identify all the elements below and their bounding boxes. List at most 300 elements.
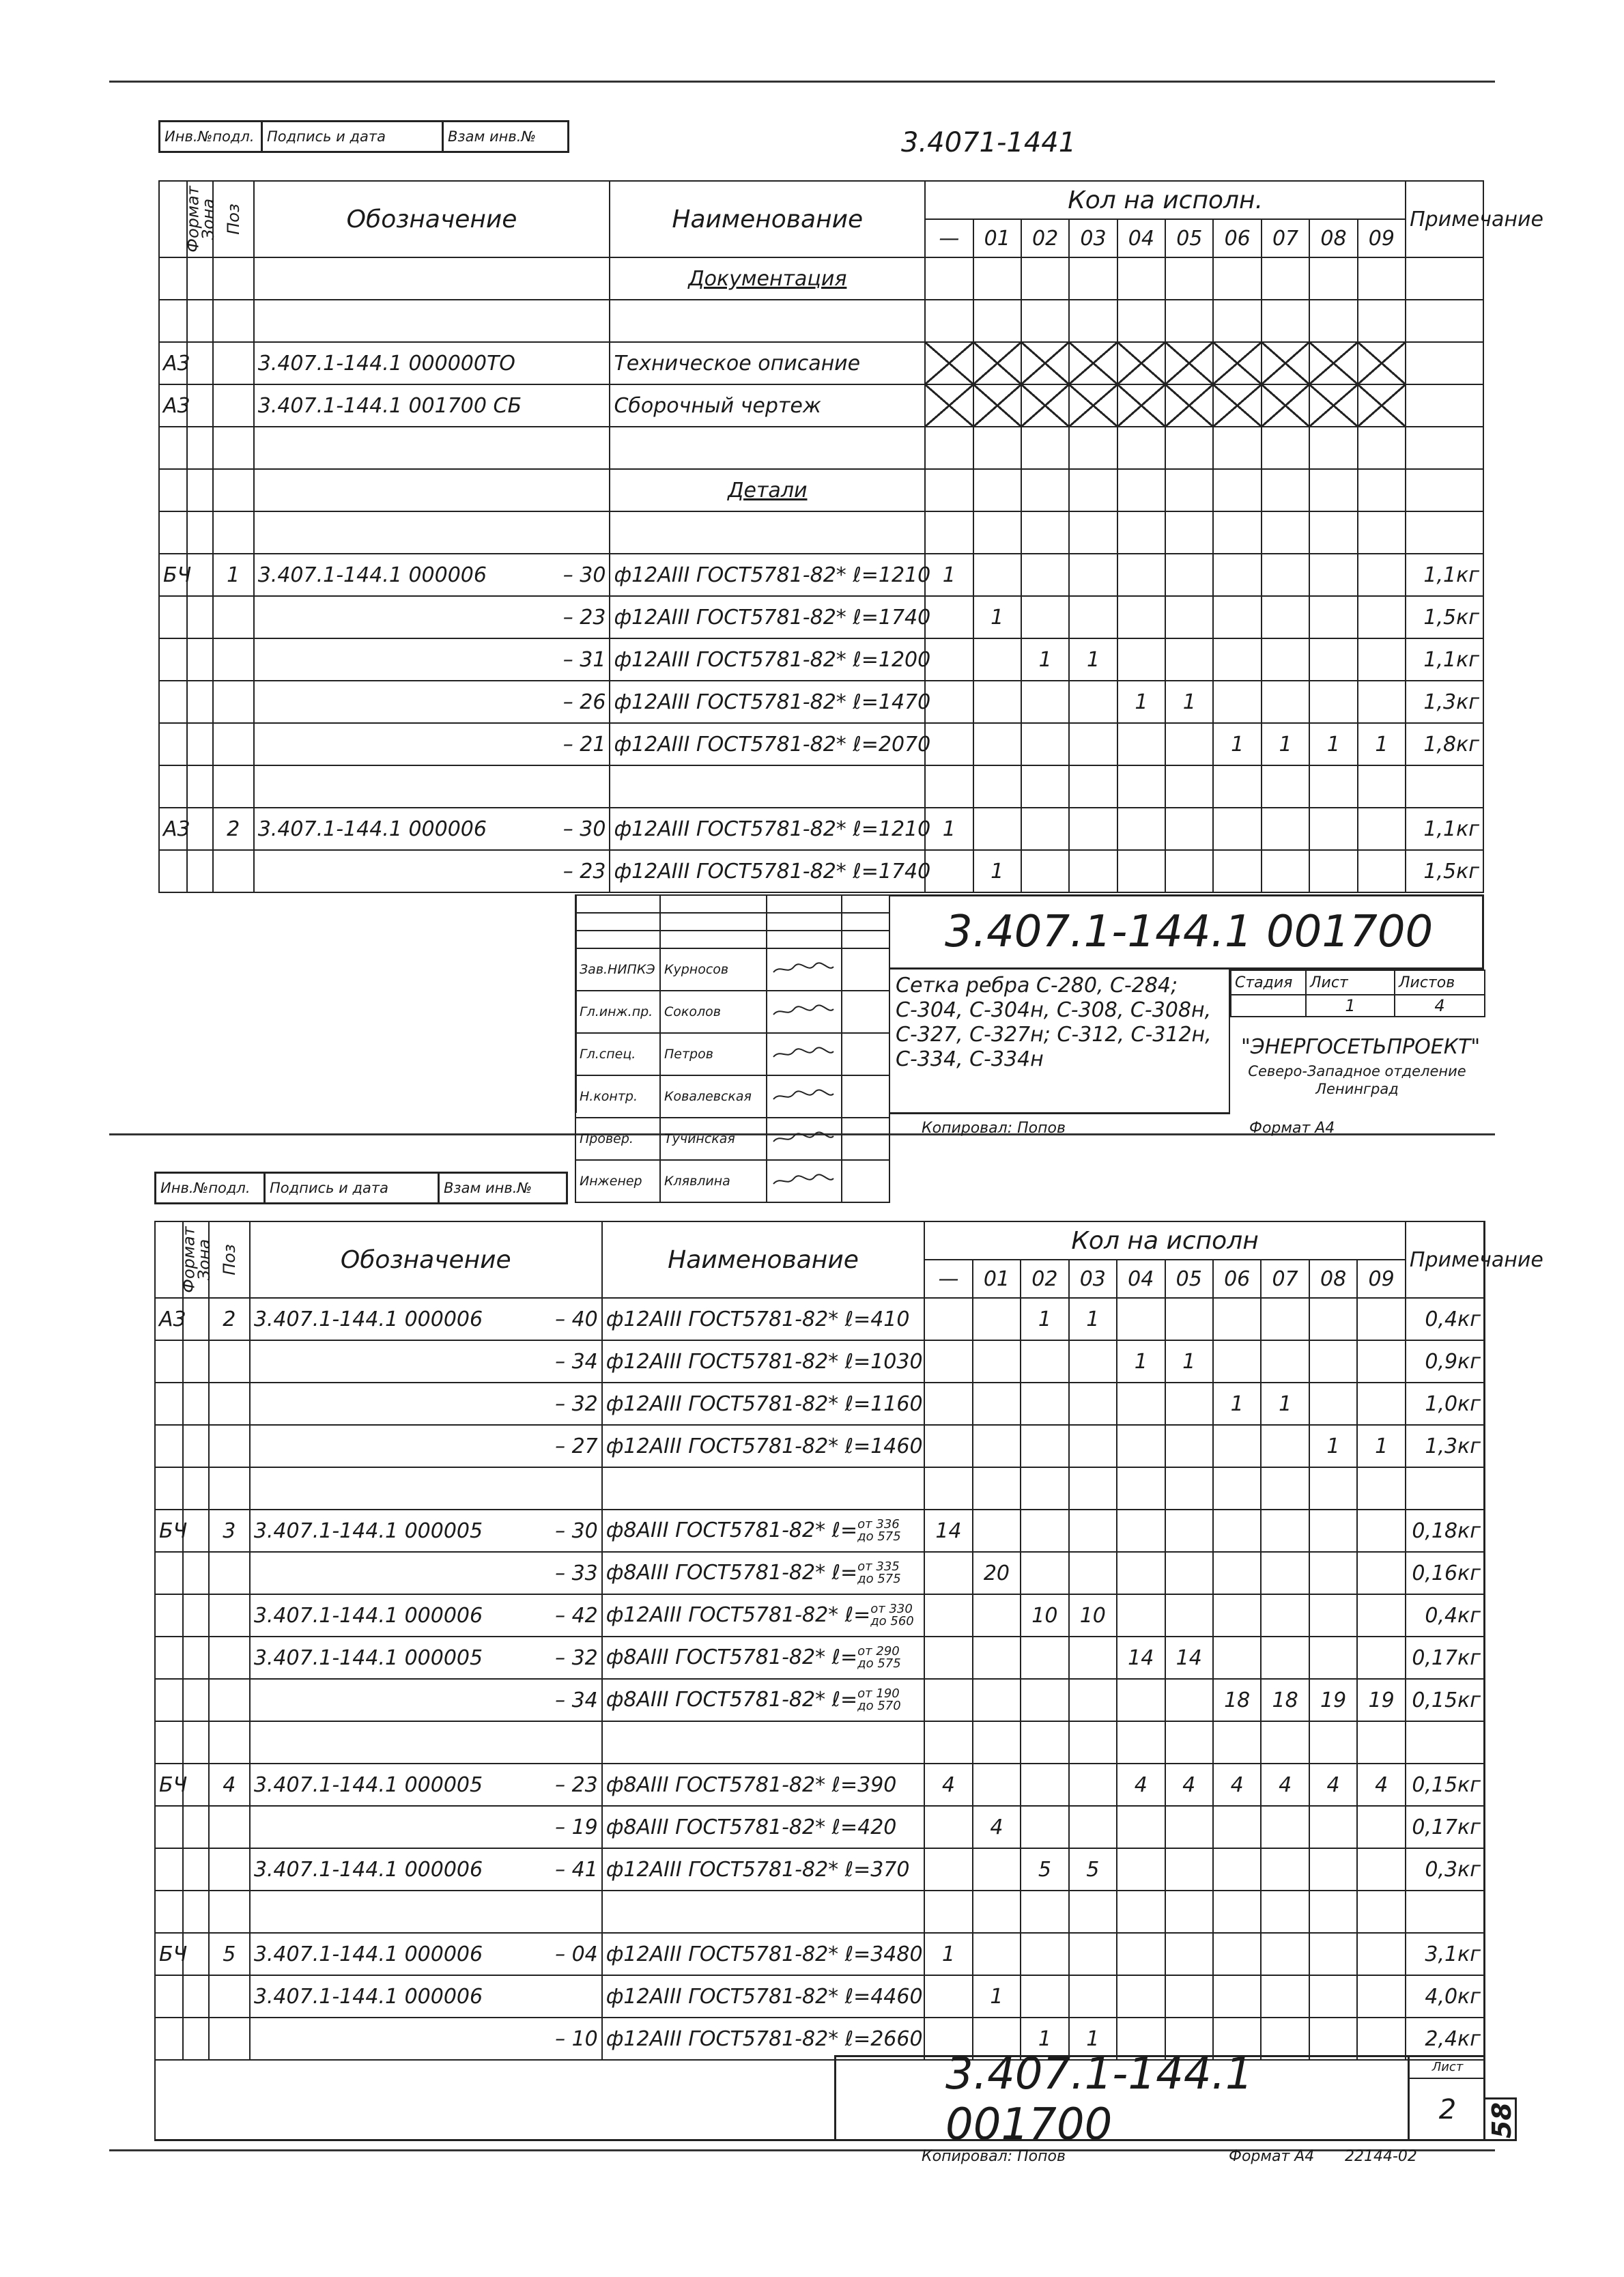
row-note: 0,17кг [1406, 1806, 1485, 1848]
qty-cell [924, 1298, 972, 1340]
qty-cell [1021, 1764, 1068, 1806]
qty-cell [1357, 1848, 1406, 1891]
qty-cell [1117, 1848, 1165, 1891]
sheet1-copied: Копировал: Попов [922, 1120, 1066, 1137]
qty-cell [1069, 1975, 1117, 2018]
designation-suffix: – 31 [562, 647, 606, 672]
doc-designation: 3.407.1-144.1 000000ТО [254, 342, 610, 384]
designation-suffix: – 42 [555, 1603, 598, 1628]
qty-cell [973, 1594, 1021, 1637]
row-note: 1,3кг [1406, 1425, 1485, 1467]
qty-cell [1117, 1425, 1165, 1467]
qty-cell: 4 [1261, 1764, 1309, 1806]
length-range [857, 1561, 901, 1585]
row-zone [183, 1340, 208, 1383]
stamp-sign-date: Подпись и дата [263, 122, 444, 151]
material-text: ф12АIII ГОСТ5781-82* ℓ=1740 [614, 859, 931, 883]
qty-cell [1021, 808, 1069, 850]
row-designation [250, 1383, 602, 1425]
row-zone [183, 1594, 208, 1637]
qty-cell [1213, 1594, 1261, 1637]
qty-cell [1309, 681, 1357, 723]
row-format [155, 1679, 183, 1721]
qty-cell [1117, 1933, 1165, 1975]
qty-cell [1117, 638, 1165, 681]
row-note: 0,15кг [1406, 1679, 1485, 1721]
qty-cell [1309, 1383, 1357, 1425]
row-name [610, 723, 931, 765]
table-row [155, 1340, 1485, 1383]
row-pos [213, 596, 254, 638]
signer-role: Зав.НИПКЭ [575, 948, 660, 991]
qty-cell: 1 [1117, 1340, 1165, 1383]
row-name [602, 1721, 924, 1764]
qty-cell [1261, 1552, 1309, 1594]
qty-cell [924, 1425, 972, 1467]
variant-header: 01 [973, 219, 1021, 257]
designation-code: 3.407.1-144.1 000005 [253, 1518, 483, 1543]
qty-cell [1261, 1848, 1309, 1891]
qty-cell [1213, 1340, 1261, 1383]
material-text: ф12АIII ГОСТ5781-82* ℓ=3480 [606, 1942, 923, 1966]
sheet1-doc-code: 3.407.1-144.1 001700 [945, 907, 1434, 957]
row-designation [254, 850, 610, 892]
stage-value [1231, 995, 1306, 1017]
table-row [155, 1679, 1485, 1721]
qty-cell [1021, 1806, 1068, 1848]
qty-cell [1309, 808, 1357, 850]
row-designation [254, 723, 610, 765]
qty-cell: 1 [1021, 2018, 1068, 2060]
signature-date [842, 1160, 889, 1202]
qty-cell [1021, 1552, 1068, 1594]
qty-cell [1117, 723, 1165, 765]
row-pos [209, 1806, 250, 1848]
stamp-replace-inv: Взам инв.№ [444, 1180, 532, 1196]
qty-cell [1261, 1933, 1309, 1975]
qty-cell [1213, 554, 1261, 596]
material-text: ф8АIII ГОСТ5781-82* ℓ=420 [606, 1815, 897, 1839]
row-name [602, 1340, 924, 1383]
qty-cell [1069, 808, 1117, 850]
qty-cell [1309, 850, 1357, 892]
signer-name: Соколов [660, 991, 767, 1033]
row-format [159, 850, 187, 892]
range-from: от 330 [870, 1602, 913, 1617]
qty-cell [924, 1467, 972, 1510]
qty-cell: 1 [925, 554, 973, 596]
qty-cell [1021, 1510, 1068, 1552]
row-format: БЧ [159, 554, 187, 596]
qty-cell [1261, 1467, 1309, 1510]
range-to: до 560 [870, 1614, 914, 1629]
qty-cell [1021, 1425, 1068, 1467]
designation-code: 3.407.1-144.1 000006 [257, 563, 487, 587]
signature-scribble [771, 1173, 836, 1188]
qty-cell [973, 1764, 1021, 1806]
qty-cell: 1 [973, 1975, 1021, 2018]
qty-cell [1165, 1383, 1213, 1425]
table-row [155, 1933, 1485, 1975]
col-note-header: Примечание [1406, 1221, 1485, 1298]
row-designation [250, 1806, 602, 1848]
qty-cell: 4 [1117, 1764, 1165, 1806]
qty-cell [1117, 1721, 1165, 1764]
qty-cell [1213, 1510, 1261, 1552]
qty-cell [973, 1425, 1021, 1467]
qty-cell [1165, 850, 1213, 892]
range-from: от 190 [857, 1686, 900, 1701]
row-pos: 1 [213, 554, 254, 596]
designation-code: 3.407.1-144.1 000005 [253, 1645, 483, 1670]
row-format [155, 1848, 183, 1891]
qty-cell [1358, 596, 1406, 638]
qty-cell [924, 1383, 972, 1425]
qty-cell [925, 681, 973, 723]
row-name [602, 1510, 924, 1552]
stamp-replace-inv: Взам инв.№ [448, 128, 537, 145]
qty-cell [1213, 808, 1261, 850]
row-designation [250, 1764, 602, 1806]
qty-cell [925, 765, 973, 808]
qty-cell: 1 [1213, 1383, 1261, 1425]
qty-cell [924, 1340, 972, 1383]
qty-cell: 14 [924, 1510, 972, 1552]
qty-cell [925, 723, 973, 765]
sheets-value: 4 [1395, 995, 1485, 1017]
sheet2-stamp-code: 22144-02 [1345, 2148, 1417, 2165]
qty-cell [1213, 1425, 1261, 1467]
row-note: 0,4кг [1406, 1594, 1485, 1637]
range-from: от 335 [857, 1559, 900, 1574]
qty-cell [1213, 681, 1261, 723]
material-text: ф12АIII ГОСТ5781-82* ℓ=370 [606, 1857, 910, 1882]
table-row [159, 681, 1483, 723]
signer-role: Гл.спец. [575, 1033, 660, 1075]
row-zone [183, 1975, 208, 2018]
col-qty-group-header: Кол на исполн [924, 1221, 1406, 1260]
section-documentation-title: Документация [610, 257, 925, 300]
designation-code: 3.407.1-144.1 000006 [253, 1603, 483, 1628]
qty-cell: 19 [1357, 1679, 1406, 1721]
qty-cell [1309, 765, 1357, 808]
row-zone [187, 596, 212, 638]
qty-cell: 1 [1358, 723, 1406, 765]
row-designation [250, 1933, 602, 1975]
qty-cell [1069, 681, 1117, 723]
col-name-header: Наименование [602, 1221, 924, 1298]
row-note: 0,17кг [1406, 1637, 1485, 1679]
qty-cell [1069, 1552, 1117, 1594]
section-parts-title: Детали [610, 469, 925, 511]
material-text: ф12АIII ГОСТ5781-82* ℓ=1460 [606, 1434, 923, 1458]
row-pos [209, 1594, 250, 1637]
qty-cell [1309, 638, 1357, 681]
qty-cell [1357, 1467, 1406, 1510]
qty-cell: 1 [1117, 681, 1165, 723]
material-text: ф12АIII ГОСТ5781-82* ℓ=1030 [606, 1349, 923, 1374]
qty-cell [1165, 808, 1213, 850]
sheet2-sheet-box [1408, 2055, 1485, 2141]
qty-cell [1309, 1975, 1357, 2018]
qty-cell: 19 [1309, 1679, 1357, 1721]
qty-cell [1309, 1552, 1357, 1594]
row-name [610, 638, 931, 681]
qty-cell [1213, 1806, 1261, 1848]
stage-label: Стадия [1231, 970, 1306, 995]
row-note: 1,1кг [1406, 638, 1483, 681]
table-row [155, 1891, 1485, 1933]
qty-cell: 1 [1261, 1383, 1309, 1425]
row-format: БЧ [155, 1933, 183, 1975]
material-text: ф12АIII ГОСТ5781-82* ℓ=1200 [614, 647, 931, 672]
qty-cell [1261, 1298, 1309, 1340]
qty-cell [1213, 596, 1261, 638]
signature-row [575, 991, 889, 1033]
qty-cell: 1 [1357, 1425, 1406, 1467]
row-pos [209, 1425, 250, 1467]
qty-cell [1262, 681, 1309, 723]
qty-cell [1357, 1933, 1406, 1975]
row-zone [187, 850, 212, 892]
qty-cell [1117, 1467, 1165, 1510]
designation-suffix: – 27 [555, 1434, 598, 1458]
designation-suffix: – 34 [555, 1688, 598, 1712]
designation-code: 3.407.1-144.1 000006 [257, 817, 487, 841]
sheets-label: Листов [1395, 970, 1485, 995]
qty-cell [1117, 1594, 1165, 1637]
qty-cell: 5 [1069, 1848, 1117, 1891]
row-format [155, 1975, 183, 2018]
row-format: БЧ [155, 1764, 183, 1806]
row-note [1406, 1721, 1485, 1764]
qty-cell [1165, 1848, 1213, 1891]
row-name [610, 765, 925, 808]
col-format-header: Формат [159, 181, 187, 257]
row-name [610, 681, 931, 723]
row-name [602, 1467, 924, 1510]
signer-role: Н.контр. [575, 1075, 660, 1118]
row-name [602, 1298, 924, 1340]
row-note: 4,0кг [1406, 1975, 1485, 2018]
qty-cell [973, 1637, 1021, 1679]
signature-date [842, 1075, 889, 1118]
variant-header: 06 [1213, 219, 1261, 257]
qty-cell: 1 [1069, 638, 1117, 681]
table-row [159, 723, 1483, 765]
row-name [602, 1975, 924, 2018]
row-zone [183, 1467, 208, 1510]
signer-role: Инженер [575, 1160, 660, 1202]
qty-cell [1213, 1933, 1261, 1975]
sheet1-archive-stamp [158, 120, 569, 153]
variant-header: 01 [973, 1260, 1021, 1298]
qty-cell [1213, 1467, 1261, 1510]
row-note [1406, 1891, 1485, 1933]
row-designation [250, 1552, 602, 1594]
qty-cell [1213, 1637, 1261, 1679]
qty-cell [973, 808, 1021, 850]
qty-cell [1357, 1637, 1406, 1679]
qty-cell [925, 638, 973, 681]
table-row [159, 596, 1483, 638]
row-zone [183, 1848, 208, 1891]
qty-cell [1021, 1975, 1068, 2018]
row-pos: 3 [209, 1510, 250, 1552]
designation-code: 3.407.1-144.1 000005 [253, 1772, 483, 1797]
qty-cell: 4 [1213, 1764, 1261, 1806]
qty-cell [1357, 1552, 1406, 1594]
qty-cell [1358, 850, 1406, 892]
material-text: ф12АIII ГОСТ5781-82* ℓ= [606, 1602, 871, 1627]
qty-cell [1117, 1383, 1165, 1425]
table-row [155, 1721, 1485, 1764]
sheet1-signatures [575, 894, 890, 1203]
row-pos [209, 2018, 250, 2060]
qty-cell [1261, 1975, 1309, 2018]
designation-suffix: – 32 [555, 1391, 598, 1416]
qty-cell [1358, 554, 1406, 596]
row-designation [250, 2018, 602, 2060]
sheet1-org: "ЭНЕРГОСЕТЬПРОЕКТ" [1241, 1035, 1481, 1059]
qty-cell [1165, 1552, 1213, 1594]
qty-cell [1165, 638, 1213, 681]
row-format: А3 [159, 808, 187, 850]
qty-cell [1165, 1467, 1213, 1510]
row-format [155, 1340, 183, 1383]
qty-cell [924, 1679, 972, 1721]
variant-header: — [925, 219, 973, 257]
sheet1-format: Формат А4 [1249, 1120, 1335, 1137]
qty-cell: 1 [1262, 723, 1309, 765]
material-text: ф8АIII ГОСТ5781-82* ℓ= [606, 1518, 858, 1542]
qty-cell [924, 1848, 972, 1891]
row-note [1406, 1467, 1485, 1510]
designation-suffix: – 30 [555, 1518, 598, 1543]
row-note: 1,5кг [1406, 850, 1483, 892]
row-zone [183, 1510, 208, 1552]
designation-code: 3.407.1-144.1 000006 [253, 1307, 483, 1331]
qty-cell [1165, 1510, 1213, 1552]
signature-row [575, 1033, 889, 1075]
row-zone [187, 765, 212, 808]
qty-cell [1261, 1806, 1309, 1848]
qty-cell [1309, 1340, 1357, 1383]
qty-cell [1309, 1891, 1357, 1933]
qty-cell [1357, 1594, 1406, 1637]
row-zone [183, 1425, 208, 1467]
row-format [159, 765, 187, 808]
col-zone-header: Зона [183, 1221, 208, 1298]
qty-cell [973, 638, 1021, 681]
row-designation [250, 1425, 602, 1467]
col-designation-header: Обозначение [254, 181, 610, 257]
variant-header: 08 [1309, 1260, 1357, 1298]
row-note: 1,0кг [1406, 1383, 1485, 1425]
row-pos [209, 1383, 250, 1425]
material-text: ф12АIII ГОСТ5781-82* ℓ=4460 [606, 1984, 923, 2009]
qty-cell [1165, 1806, 1213, 1848]
row-pos [209, 1552, 250, 1594]
qty-cell [1165, 596, 1213, 638]
col-designation-header: Обозначение [250, 1221, 602, 1298]
qty-cell [973, 1383, 1021, 1425]
qty-cell [973, 723, 1021, 765]
qty-cell [1358, 638, 1406, 681]
row-pos [209, 1340, 250, 1383]
qty-cell: 1 [973, 850, 1021, 892]
designation-code: 3.407.1-144.1 000006 [253, 1984, 483, 2009]
qty-cell [1021, 723, 1069, 765]
row-pos [213, 681, 254, 723]
qty-cell [1309, 1933, 1357, 1975]
sheet-label: Лист [1306, 970, 1395, 995]
qty-cell: 4 [973, 1806, 1021, 1848]
row-pos: 2 [213, 808, 254, 850]
row-pos [209, 1721, 250, 1764]
qty-cell [1069, 1425, 1117, 1467]
table-row [155, 1594, 1485, 1637]
row-note [1406, 765, 1483, 808]
variant-header: 04 [1117, 219, 1165, 257]
qty-cell [1358, 765, 1406, 808]
designation-suffix: – 30 [562, 817, 606, 841]
sheet1-spec-table [158, 180, 1543, 893]
row-zone [183, 1679, 208, 1721]
table-row [155, 1637, 1485, 1679]
qty-cell [1262, 765, 1309, 808]
row-note: 1,5кг [1406, 596, 1483, 638]
qty-cell [1309, 1298, 1357, 1340]
variant-header: 05 [1165, 219, 1213, 257]
variant-header: 03 [1069, 1260, 1117, 1298]
sheet2-sheet-no: 2 [1438, 2094, 1457, 2125]
row-name [602, 1637, 924, 1679]
qty-cell: 1 [1309, 1425, 1357, 1467]
qty-cell [973, 554, 1021, 596]
length-range [857, 1688, 901, 1712]
qty-cell [1117, 1891, 1165, 1933]
qty-cell: 1 [925, 808, 973, 850]
designation-suffix: – 10 [555, 2026, 598, 2051]
qty-cell [1069, 1340, 1117, 1383]
qty-cell [1069, 1891, 1117, 1933]
doc-name: Сборочный чертеж [610, 384, 925, 427]
material-text: ф8АIII ГОСТ5781-82* ℓ= [606, 1687, 858, 1712]
qty-cell: 1 [1165, 1340, 1213, 1383]
qty-cell [1165, 1721, 1213, 1764]
signer-role: Провер. [575, 1118, 660, 1160]
qty-cell [1165, 723, 1213, 765]
signature-date [842, 1118, 889, 1160]
range-to: до 570 [857, 1699, 901, 1714]
page-number: 58 [1487, 2102, 1517, 2138]
qty-cell: 4 [1357, 1764, 1406, 1806]
material-text: ф12АIII ГОСТ5781-82* ℓ=2070 [614, 732, 931, 756]
row-note: 3,1кг [1406, 1933, 1485, 1975]
qty-cell [924, 1637, 972, 1679]
sheet1-stage-table [1230, 970, 1485, 1017]
qty-cell [1213, 850, 1261, 892]
row-format: БЧ [155, 1510, 183, 1552]
qty-cell: 4 [1165, 1764, 1213, 1806]
row-note: 0,3кг [1406, 1848, 1485, 1891]
qty-cell [1213, 1891, 1261, 1933]
signature-row [575, 1160, 889, 1202]
qty-cell [1021, 1933, 1068, 1975]
material-text: ф8АIII ГОСТ5781-82* ℓ= [606, 1645, 858, 1669]
qty-cell: 1 [1069, 1298, 1117, 1340]
